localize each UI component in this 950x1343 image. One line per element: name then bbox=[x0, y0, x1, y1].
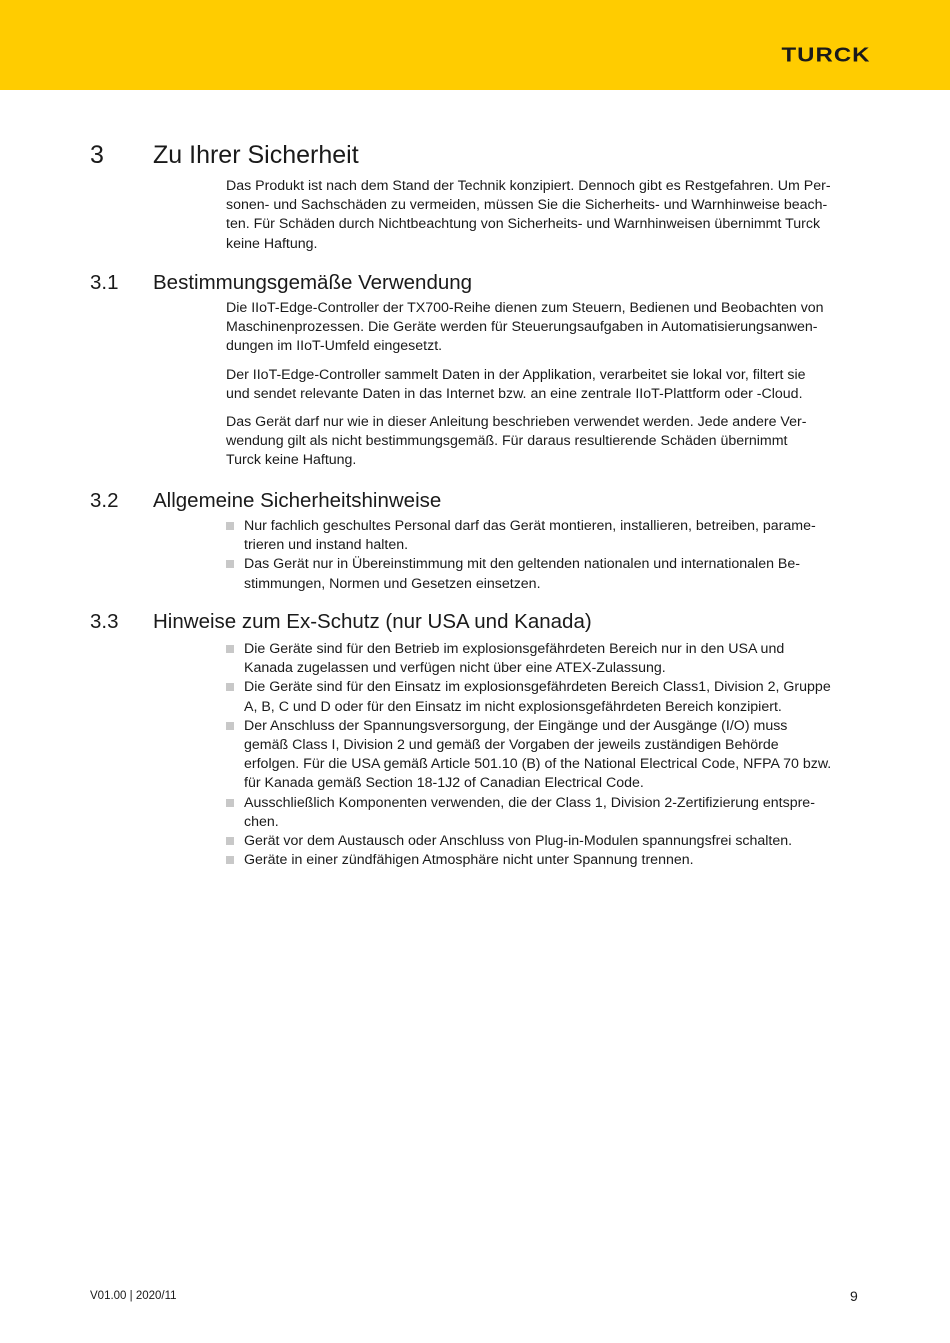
chapter-intro bbox=[226, 177, 862, 263]
section-title: Hinweise zum Ex-Schutz (nur USA und Kanada) bbox=[153, 610, 592, 633]
text-line: Der IIoT-Edge-Controller sammelt Daten in der Applikation, verarbeitet sie lokal vor, filtert sie bbox=[226, 366, 806, 383]
text-line: Der Anschluss der Spannungsversorgung, der Eingänge und der Ausgänge (I/O) muss bbox=[244, 717, 788, 734]
text-line: und sendet relevante Daten in das Internet bzw. an eine zentrale IIoT-Plattform oder -Cloud. bbox=[226, 385, 803, 402]
paragraph bbox=[226, 413, 862, 471]
turck-logo bbox=[737, 43, 915, 65]
footer-version: V01.00 | 2020/11 bbox=[90, 1290, 177, 1302]
section-number: 3.2 bbox=[90, 489, 119, 512]
intro-paragraph bbox=[226, 177, 862, 254]
text-line: Die IIoT-Edge-Controller der TX700-Reihe dienen zum Steuern, Bedienen und Beobachten von bbox=[226, 300, 824, 316]
section-title: Allgemeine Sicherheitshinweise bbox=[153, 489, 442, 512]
section-heading-3-3 bbox=[90, 610, 890, 634]
text-line: chen. bbox=[244, 813, 279, 830]
text-line: Nur fachlich geschultes Personal darf das Gerät montieren, installieren, betreiben, parame- bbox=[244, 518, 816, 534]
list-item bbox=[226, 517, 862, 555]
chapter-title: Zu Ihrer Sicherheit bbox=[153, 141, 359, 169]
bullet-square-icon bbox=[226, 645, 234, 653]
section-body-3-1 bbox=[226, 299, 862, 480]
text-line: sonen- und Sachschäden zu vermeiden, müssen Sie die Sicherheits- und Warnhinweise beach- bbox=[226, 197, 828, 214]
section-body-3-3 bbox=[226, 640, 862, 870]
text-line: Das Produkt ist nach dem Stand der Technik konzipiert. Dennoch gibt es Restgefahren. Um Per- bbox=[226, 178, 831, 194]
text-line: stimmungen, Normen und Gesetzen einsetzen. bbox=[244, 575, 541, 592]
text-line: für Kanada gemäß Section 18-1J2 of Canadian Electrical Code. bbox=[244, 775, 644, 792]
svg-text:TURCK: TURCK bbox=[781, 43, 871, 65]
text-line: Das Gerät nur in Übereinstimmung mit den geltenden nationalen und internationalen Be- bbox=[244, 556, 801, 573]
bullet-square-icon bbox=[226, 683, 234, 691]
section-body-3-2 bbox=[226, 517, 862, 594]
text-line: trieren und instand halten. bbox=[244, 537, 409, 554]
bullet-list bbox=[226, 640, 862, 870]
paragraph bbox=[226, 299, 862, 357]
list-item bbox=[226, 717, 862, 794]
text-line: Die Geräte sind für den Einsatz im explosionsgefährdeten Bereich Class1, Division 2, Gruppe bbox=[244, 679, 831, 696]
text-line: wendung gilt als nicht bestimmungsgemäß. Für daraus resultierende Schäden übernimmt bbox=[226, 433, 788, 450]
chapter-number: 3 bbox=[90, 141, 104, 169]
section-heading-3-1 bbox=[90, 271, 890, 295]
bullet-square-icon bbox=[226, 722, 234, 730]
text-line: dungen im IIoT-Umfeld eingesetzt. bbox=[226, 338, 443, 355]
section-heading-3-2 bbox=[90, 489, 890, 513]
text-line: Gerät vor dem Austausch oder Anschluss von Plug-in-Modulen spannungsfrei schalten. bbox=[244, 833, 793, 850]
paragraph bbox=[226, 366, 862, 404]
bullet-square-icon bbox=[226, 560, 234, 568]
section-title: Bestimmungsgemäße Verwendung bbox=[153, 271, 473, 294]
bullet-square-icon bbox=[226, 522, 234, 530]
list-item bbox=[226, 640, 862, 678]
list-item bbox=[226, 832, 862, 851]
bullet-list bbox=[226, 517, 862, 594]
text-line: erfolgen. Für die USA gemäß Article 501.10 (B) of the National Electrical Code, NFPA 70 bzw. bbox=[244, 756, 832, 773]
list-item bbox=[226, 851, 862, 870]
text-line: gemäß Class I, Division 2 und gemäß der Vorgaben der jeweils zuständigen Behörde bbox=[244, 737, 779, 754]
list-item bbox=[226, 555, 862, 593]
chapter-heading bbox=[90, 141, 890, 170]
list-item bbox=[226, 678, 862, 716]
list-item bbox=[226, 794, 862, 832]
section-number: 3.1 bbox=[90, 271, 119, 294]
text-line: Geräte in einer zündfähigen Atmosphäre nicht unter Spannung trennen. bbox=[244, 852, 694, 869]
text-line: A, B, C und D oder für den Einsatz im nicht explosionsgefährdeten Bereich konzipiert. bbox=[244, 698, 782, 715]
text-line: Die Geräte sind für den Betrieb im explosionsgefährdeten Bereich nur in den USA und bbox=[244, 641, 785, 657]
bullet-square-icon bbox=[226, 856, 234, 864]
text-line: Ausschließlich Komponenten verwenden, die der Class 1, Division 2-Zertifizierung entspre- bbox=[244, 794, 815, 811]
bullet-square-icon bbox=[226, 799, 234, 807]
text-line: Das Gerät darf nur wie in dieser Anleitung beschrieben verwendet werden. Jede andere Ver- bbox=[226, 414, 807, 431]
text-line: keine Haftung. bbox=[226, 235, 318, 252]
page-number: 9 bbox=[850, 1288, 858, 1304]
text-line: ten. Für Schäden durch Nichtbeachtung von Sicherheits- und Warnhinweisen übernimmt Turck bbox=[226, 216, 821, 233]
bullet-square-icon bbox=[226, 837, 234, 845]
text-line: Turck keine Haftung. bbox=[226, 452, 357, 469]
section-number: 3.3 bbox=[90, 610, 119, 633]
text-line: Kanada zugelassen und verfügen nicht über eine ATEX-Zulassung. bbox=[244, 660, 666, 677]
text-line: Maschinenprozessen. Die Geräte werden für Steuerungsaufgaben in Automatisierungsanwen- bbox=[226, 319, 818, 336]
